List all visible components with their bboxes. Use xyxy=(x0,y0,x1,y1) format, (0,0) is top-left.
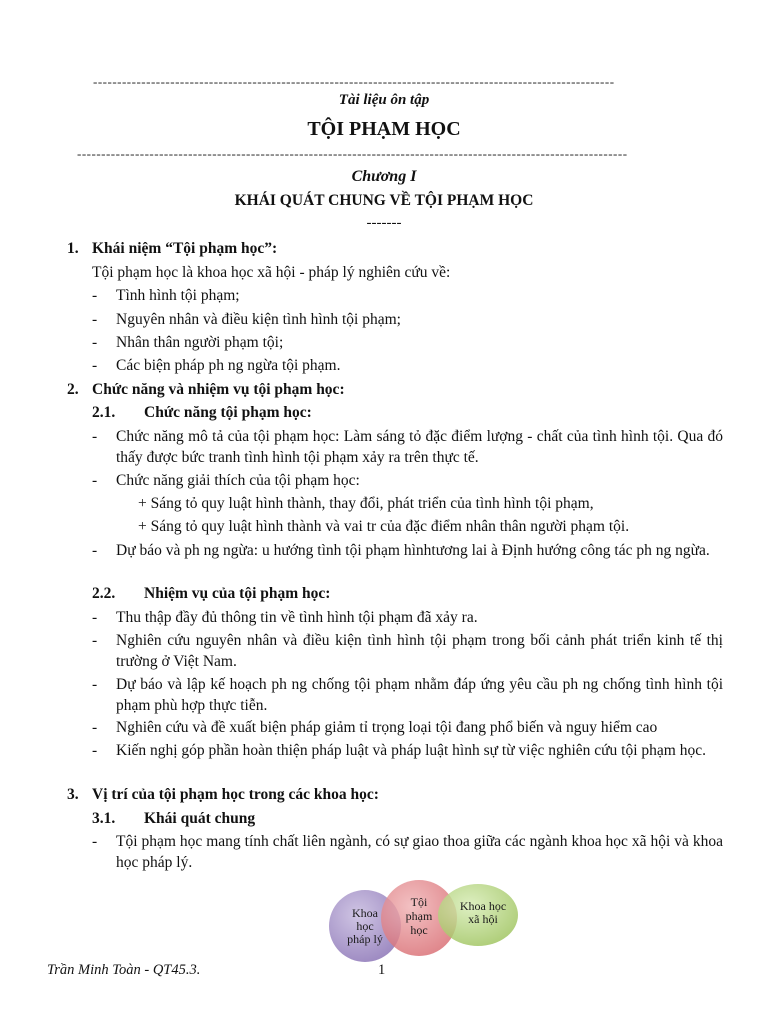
venn-left-line-1: Khoa xyxy=(352,906,378,920)
footer-author: Trần Minh Toàn - QT45.3. xyxy=(47,962,201,978)
subsection-2-2-number: 2.2. xyxy=(92,585,116,602)
venn-left-line-2: học xyxy=(356,919,374,933)
list-item-text: Nguyên nhân và điều kiện tình hình tội phạm; xyxy=(116,311,401,328)
section-2-heading: Chức năng và nhiệm vụ tội phạm học: xyxy=(92,381,345,398)
venn-right-line-2: xã hội xyxy=(468,912,498,926)
venn-right-line-1: Khoa học xyxy=(459,899,507,913)
list-item xyxy=(92,607,723,628)
subsection-3-1-number: 3.1. xyxy=(92,810,116,827)
list-item-text: Kiến nghị góp phần hoàn thiện pháp luật và pháp luật hình sự từ việc nghiên cứu tội phạm học. xyxy=(116,742,706,759)
list-item xyxy=(92,426,723,468)
list-item xyxy=(92,355,723,376)
list-item xyxy=(92,630,723,672)
doc-subtitle: Tài liệu ôn tập xyxy=(338,92,430,108)
list-item xyxy=(92,470,723,491)
chapter-label: Chương I xyxy=(351,168,417,185)
bullet-dash: - xyxy=(92,357,98,374)
list-item-text: Nghiên cứu nguyên nhân và điều kiện tình hình tội phạm trong bối cảnh phát triển kinh tế thị trường ở Việt Nam. xyxy=(116,632,723,670)
bullet-dash: - xyxy=(92,311,98,328)
list-item-text: Thu thập đầy đủ thông tin về tình hình tội phạm đã xảy ra. xyxy=(116,609,478,626)
subsection-2-1-heading: Chức năng tội phạm học: xyxy=(144,404,312,421)
list-item-text: Chức năng giải thích của tội phạm học: xyxy=(116,472,360,489)
chapter-title: KHÁI QUÁT CHUNG VỀ TỘI PHẠM HỌC xyxy=(234,192,534,209)
bullet-dash: - xyxy=(92,742,98,759)
page-number: 1 xyxy=(378,962,386,978)
section-3-heading: Vị trí của tội phạm học trong các khoa học: xyxy=(92,786,379,803)
bullet-dash: - xyxy=(92,287,98,304)
sub-list-item: + Sáng tỏ quy luật hình thành, thay đổi, phát triển của tình hình tội phạm, xyxy=(138,495,594,512)
top-rule: ------------------------------------------------------------------------------------------------------------ xyxy=(93,74,615,89)
subsection-2-2-heading: Nhiệm vụ của tội phạm học: xyxy=(144,585,331,602)
list-item-text: Chức năng mô tả của tội phạm học: Làm sáng tỏ đặc điểm lượng - chất của tình hình tội. Qua đó thấy được bức tranh tình hình tội phạm xảy ra trên thực tế. xyxy=(116,428,723,466)
list-item-text: Nghiên cứu và đề xuất biện pháp giảm tỉ trọng loại tội đang phổ biến và nguy hiểm cao xyxy=(116,719,658,736)
list-item-text: Tội phạm học mang tính chất liên ngành, có sự giao thoa giữa các ngành khoa học xã hội và khoa học pháp lý. xyxy=(116,833,723,871)
venn-center-line-3: học xyxy=(410,923,428,937)
list-item-text: Dự báo và ph ng ngừa: u hướng tình tội phạm hìnhtương lai à Định hướng công tác ph ng ngừa. xyxy=(116,542,710,559)
bullet-dash: - xyxy=(92,542,98,559)
section-1-heading: Khái niệm “Tội phạm học”: xyxy=(92,240,278,257)
list-item-text: Tình hình tội phạm; xyxy=(116,287,240,304)
list-item-text: Các biện pháp ph ng ngừa tội phạm. xyxy=(116,357,341,374)
list-item xyxy=(92,831,723,873)
bullet-dash: - xyxy=(92,833,98,850)
bullet-dash: - xyxy=(92,472,98,489)
subsection-3-1-heading: Khái quát chung xyxy=(144,810,256,827)
section-3-number: 3. xyxy=(67,786,79,803)
list-item xyxy=(92,717,723,738)
venn-center-line-1: Tội xyxy=(410,895,428,909)
doc-title: TỘI PHẠM HỌC xyxy=(307,118,461,140)
chapter-separator: ------- xyxy=(366,215,402,231)
bullet-dash: - xyxy=(92,719,98,736)
list-item xyxy=(92,309,723,330)
section-1-intro: Tội phạm học là khoa học xã hội - pháp lý nghiên cứu về: xyxy=(92,264,451,281)
bottom-rule: ------------------------------------------------------------------------------------------------------------------ xyxy=(77,146,628,161)
subsection-2-1-number: 2.1. xyxy=(92,404,116,421)
bullet-dash: - xyxy=(92,334,98,351)
list-item-text: Dự báo và lập kế hoạch ph ng chống tội phạm nhằm đáp ứng yêu cầu ph ng chống tình hình tội phạm phù hợp thực tiễn. xyxy=(116,676,723,714)
list-item xyxy=(92,540,723,582)
list-item xyxy=(92,285,723,306)
list-item xyxy=(92,674,723,716)
venn-diagram xyxy=(320,876,520,962)
section-1-number: 1. xyxy=(67,240,79,257)
bullet-dash: - xyxy=(92,609,98,626)
list-item xyxy=(92,740,723,782)
bullet-dash: - xyxy=(92,676,98,693)
section-2-number: 2. xyxy=(67,381,79,398)
bullet-dash: - xyxy=(92,428,98,445)
venn-left-line-3: pháp lý xyxy=(347,932,383,946)
venn-center-line-2: phạm xyxy=(405,909,433,923)
list-item xyxy=(92,332,723,353)
list-item-text: Nhân thân người phạm tội; xyxy=(116,334,284,351)
sub-list-item: + Sáng tỏ quy luật hình thành và vai tr của đặc điểm nhân thân người phạm tội. xyxy=(138,518,630,535)
bullet-dash: - xyxy=(92,632,98,649)
